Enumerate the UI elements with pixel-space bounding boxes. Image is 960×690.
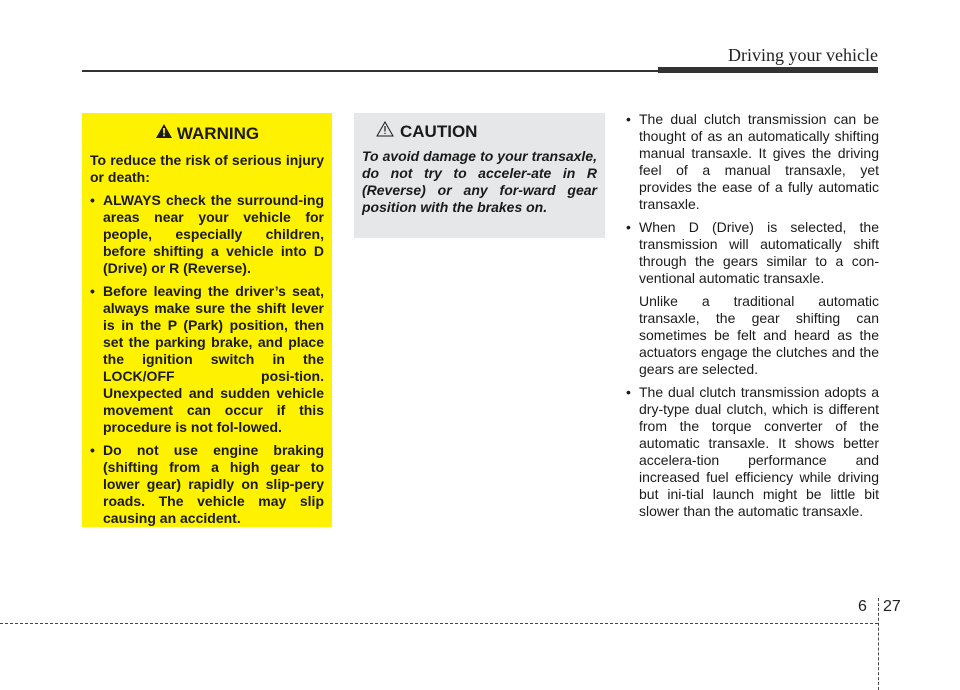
warning-heading: [90, 123, 324, 144]
caution-title: CAUTION: [400, 121, 478, 141]
warning-item: • Before leaving the driver’s seat, always make sure the shift lever is in the P (Park) position, then set the parking brake, and place the ignition switch in the LOCK/OFF posi-tion. Unexpected and sudden vehicle movement can occur if this procedure is not fol-lowed.: [90, 283, 324, 435]
warning-item: • Do not use engine braking (shifting from a high gear to lower gear) rapidly on slip-pery roads. The vehicle may slip causing an accident.: [90, 442, 324, 526]
body-list: [626, 384, 879, 520]
warning-list: [90, 192, 324, 527]
warning-box: [82, 113, 332, 527]
warning-item: • ALWAYS check the surround-ing areas near your vehicle for people, especially children, before shifting a vehicle into D (Drive) or R (Reverse).: [90, 192, 324, 276]
warning-triangle-icon: [155, 123, 173, 144]
page-number: 27: [883, 598, 901, 615]
footer-rule: [0, 623, 878, 624]
warning-intro: To reduce the risk of serious injury or death:: [90, 152, 324, 185]
footer-divider: [878, 598, 879, 690]
header-rule-accent: [658, 67, 878, 73]
body-item: • When D (Drive) is selected, the transmission will automatically shift through the gears similar to a con-ventional automatic transaxle.: [626, 219, 879, 286]
body-paragraph: Unlike a traditional automatic transaxle, the gear shifting can sometimes be felt and heard as the actuators engage the clutches and the gears are selected.: [639, 293, 879, 377]
section-number: 6: [858, 598, 867, 615]
body-list: [626, 111, 879, 287]
body-text: [626, 111, 879, 526]
body-item: • The dual clutch transmission adopts a dry-type dual clutch, which is different from the torque converter of the automatic transaxle. It shows better accelera-tion performance and increased fuel efficiency while driving but ini-tial launch might be little bit slower than the automatic transaxle.: [626, 384, 879, 519]
warning-title: WARNING: [176, 123, 260, 143]
page-header-title: Driving your vehicle: [728, 45, 878, 65]
caution-text: To avoid damage to your transaxle, do not try to acceler-ate in R (Reverse) or any for-ward gear position with the brakes on.: [362, 148, 597, 215]
caution-heading: [376, 121, 597, 142]
caution-triangle-icon: [376, 121, 394, 142]
caution-box: [354, 113, 605, 238]
body-item: • The dual clutch transmission can be thought of as an automatically shifting manual transaxle. It gives the driving feel of a manual transaxle, yet provides the ease of a fully automatic transaxle.: [626, 111, 879, 212]
